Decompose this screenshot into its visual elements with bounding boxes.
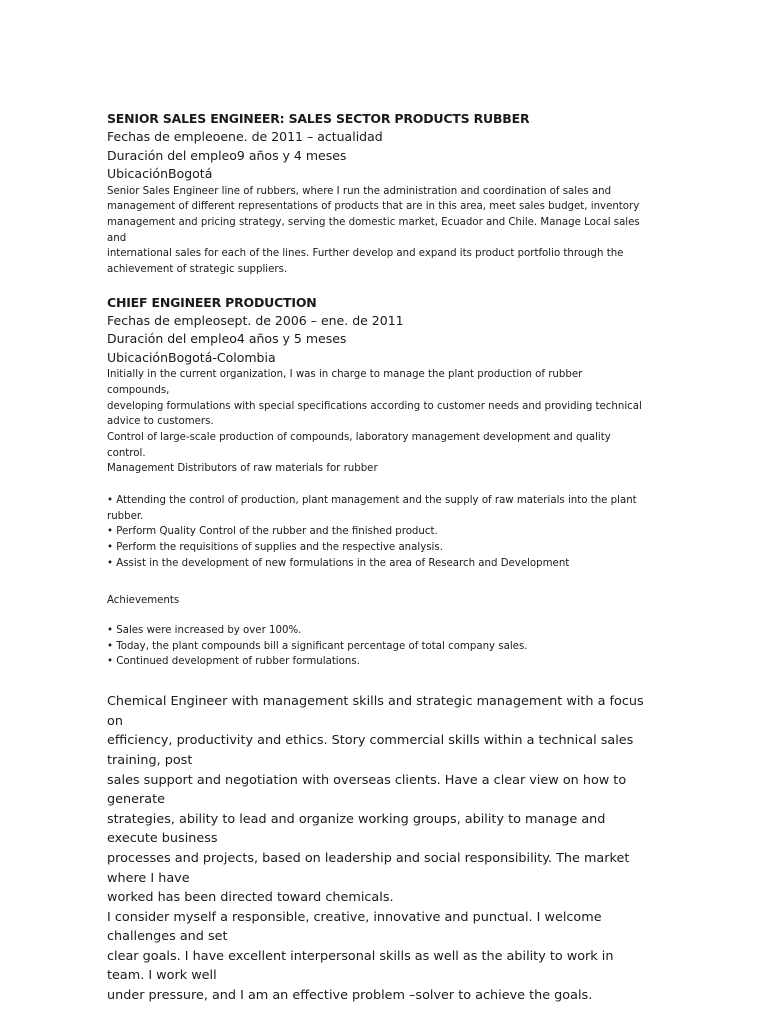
list-item: • Attending the control of production, plant management and the supply of raw materials into the plant [107, 494, 637, 506]
list-item: • Perform the requisitions of supplies and the respective analysis. [107, 541, 443, 553]
summary-line: Chemical Engineer with management skills and strategic management with a focus on [107, 694, 644, 729]
summary-line: strategies, ability to lead and organize working groups, ability to manage and execute business [107, 811, 606, 847]
list-item: • Sales were increased by over 100%. [107, 625, 302, 637]
list-item: • Assist in the development of new formulations in the area of Research and Development [107, 557, 570, 569]
professional-summary [107, 692, 647, 1006]
achievements-heading: Achievements [107, 595, 180, 607]
achievements-list [107, 623, 647, 670]
description-line: Management Distributors of raw materials for rubber [107, 463, 378, 475]
employment-location: UbicaciónBogotá-Colombia [107, 349, 276, 365]
employment-duration: Duración del empleo4 años y 5 meses [107, 331, 347, 347]
employment-location: UbicaciónBogotá [107, 166, 213, 181]
summary-line: processes and projects, based on leadership and social responsibility. The market where I have [107, 850, 630, 886]
list-item: • Continued development of rubber formulations. [107, 656, 360, 668]
responsibility-list [107, 493, 647, 572]
employment-duration: Duración del empleo9 años y 4 meses [107, 147, 347, 163]
job-title: CHIEF ENGINEER PRODUCTION [107, 294, 317, 310]
description-line: Initially in the current organization, I was in charge to manage the plant production of rubber compounds, [107, 369, 583, 396]
description-line: achievement of strategic suppliers. [107, 264, 288, 276]
summary-line: under pressure, and I am an effective problem –solver to achieve the goals. [107, 988, 593, 1004]
spacer [107, 477, 647, 493]
job-description [107, 184, 647, 278]
job-senior-sales-engineer [107, 110, 647, 278]
description-line: international sales for each of the lines. Further develop and expand its product portfolio through the [107, 248, 624, 260]
employment-dates: Fechas de empleosept. de 2006 – ene. de 2011 [107, 312, 404, 328]
summary-line: worked has been directed toward chemicals. [107, 890, 394, 906]
description-line: developing formulations with special specifications according to customer needs and providing technical [107, 400, 642, 412]
summary-line: sales support and negotiation with overseas clients. Have a clear view on how to generate [107, 772, 627, 808]
description-line: management and pricing strategy, serving the domestic market, Ecuador and Chile. Manage Local sales and [107, 216, 640, 244]
description-line: advice to customers. [107, 416, 214, 428]
list-item: rubber. [107, 510, 144, 522]
description-line: management of different representations of products that are in this area, meet sales budget, inventory [107, 201, 640, 213]
summary-line: clear goals. I have excellent interpersonal skills as well as the ability to work in team. I work well [107, 948, 614, 984]
job-chief-engineer-production [107, 294, 647, 670]
job-title: SENIOR SALES ENGINEER: SALES SECTOR PRODUCTS RUBBER [107, 111, 530, 126]
employment-dates: Fechas de empleoene. de 2011 – actualidad [107, 129, 383, 144]
summary-line: I consider myself a responsible, creative, innovative and punctual. I welcome challenges and set [107, 909, 602, 945]
list-item: • Perform Quality Control of the rubber and the finished product. [107, 526, 438, 538]
job-description [107, 367, 647, 477]
description-line: Senior Sales Engineer line of rubbers, where I run the administration and coordination of sales and [107, 185, 612, 197]
description-line: Control of large-scale production of compounds, laboratory management development and quality control. [107, 432, 611, 459]
summary-line: efficiency, productivity and ethics. Story commercial skills within a technical sales training, post [107, 733, 634, 768]
list-item: • Today, the plant compounds bill a significant percentage of total company sales. [107, 640, 528, 652]
resume-page [107, 110, 647, 1006]
